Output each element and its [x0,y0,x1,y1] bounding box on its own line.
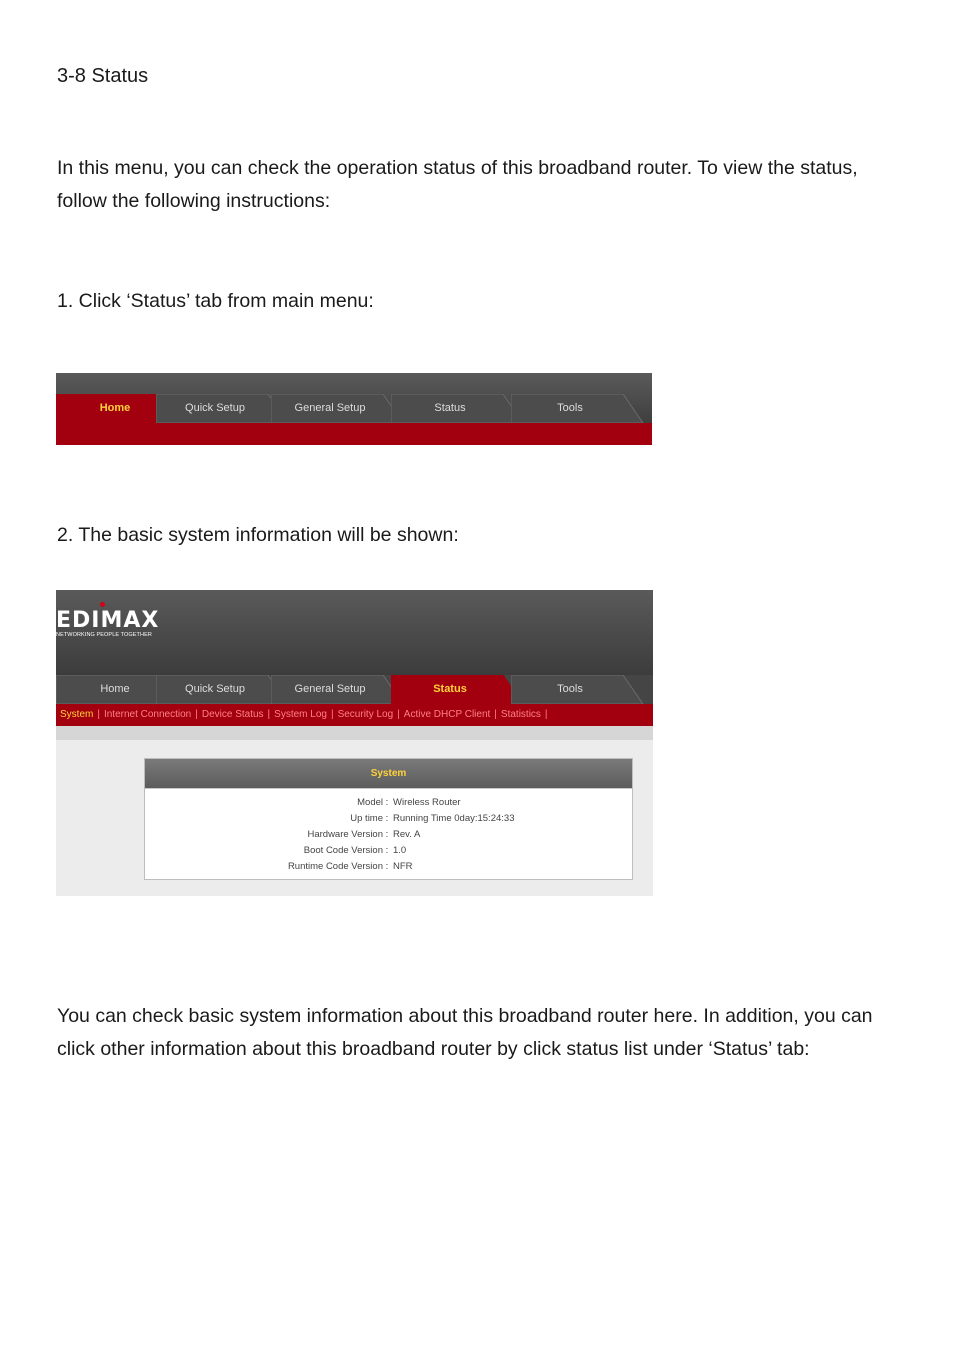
subnav-device-status[interactable]: Device Status [201,709,264,720]
info-colon: : [385,861,389,872]
subnav-separator: | [97,709,100,720]
content-top-strip [56,726,653,740]
info-colon: : [385,829,389,840]
tab-status[interactable] [391,675,509,704]
intro-paragraph: In this menu, you can check the operation status of this broadband router. To view the status, follow the following instructions: [57,157,858,212]
subnav-internet-connection[interactable]: Internet Connection [103,709,192,720]
subnav-active-dhcp-client[interactable]: Active DHCP Client [403,709,491,720]
info-value: NFR [393,861,413,872]
info-label: Hardware Version [307,829,383,840]
subnav-separator: | [195,709,198,720]
info-colon: : [385,797,389,808]
tab-label: Tools [557,683,583,695]
info-label: Up time [350,813,383,824]
subnav-separator: | [544,709,548,720]
tab-general-setup[interactable] [271,675,389,704]
tab-tools[interactable] [511,675,629,704]
system-info-panel [144,758,633,880]
tab-tools[interactable] [511,394,629,423]
closing-paragraph: You can check basic system information about this broadband router here. In addition, you can click other information about this broadband router by click status list under ‘Status’ tab: [57,1005,873,1060]
step-1-instruction: 1. Click ‘Status’ tab from main menu: [57,290,374,312]
tab-label: Quick Setup [185,402,245,414]
subnav-separator: | [397,709,400,720]
subnav-separator: | [494,709,497,720]
logo-tagline: NETWORKING PEOPLE TOGETHER [56,632,152,638]
tab-label: Home [100,683,130,695]
info-row [145,827,632,843]
info-value: Rev. A [393,829,421,840]
subnav-system[interactable]: System [60,709,94,720]
tab-quick-setup[interactable] [156,394,274,423]
info-value: Wireless Router [393,797,461,808]
status-page-screenshot [56,590,653,896]
section-heading: 3-8 Status [57,65,149,87]
info-colon: : [385,845,389,856]
subnav-security-log[interactable]: Security Log [337,709,394,720]
info-row [145,795,632,811]
tab-label: General Setup [294,683,366,695]
tab-label: Status [433,683,467,695]
red-nav-strip [56,423,652,445]
main-menu-screenshot [56,373,652,445]
subnav-statistics[interactable]: Statistics [500,709,541,720]
tab-label: Quick Setup [185,683,245,695]
subnav-system-log[interactable]: System Log [274,709,327,720]
step-2-instruction: 2. The basic system information will be shown: [57,524,459,546]
tab-label: Tools [557,402,583,414]
subnav-separator: | [330,709,334,720]
info-row [145,859,632,875]
info-label: Model [357,797,383,808]
info-row [145,811,632,827]
system-info-table [145,795,632,875]
tab-status[interactable] [391,394,509,423]
tab-label: Status [434,402,466,414]
tab-label: General Setup [294,402,366,414]
info-row [145,843,632,859]
edimax-logo [56,608,166,638]
info-colon: : [385,813,389,824]
tab-general-setup[interactable] [271,394,389,423]
logo-wordmark: EDIMAX [56,608,160,633]
info-label: Runtime Code Version [287,861,383,872]
panel-title: System [145,759,632,789]
info-value: Running Time 0day:15:24:33 [393,813,515,824]
logo-red-dot [100,602,105,607]
tab-quick-setup[interactable] [156,675,274,704]
info-value: 1.0 [393,845,407,856]
info-label: Boot Code Version [303,845,383,856]
subnav-separator: | [267,709,271,720]
tab-label: Home [99,402,131,414]
status-subnav [56,704,653,726]
main-tab-bar [56,675,653,704]
